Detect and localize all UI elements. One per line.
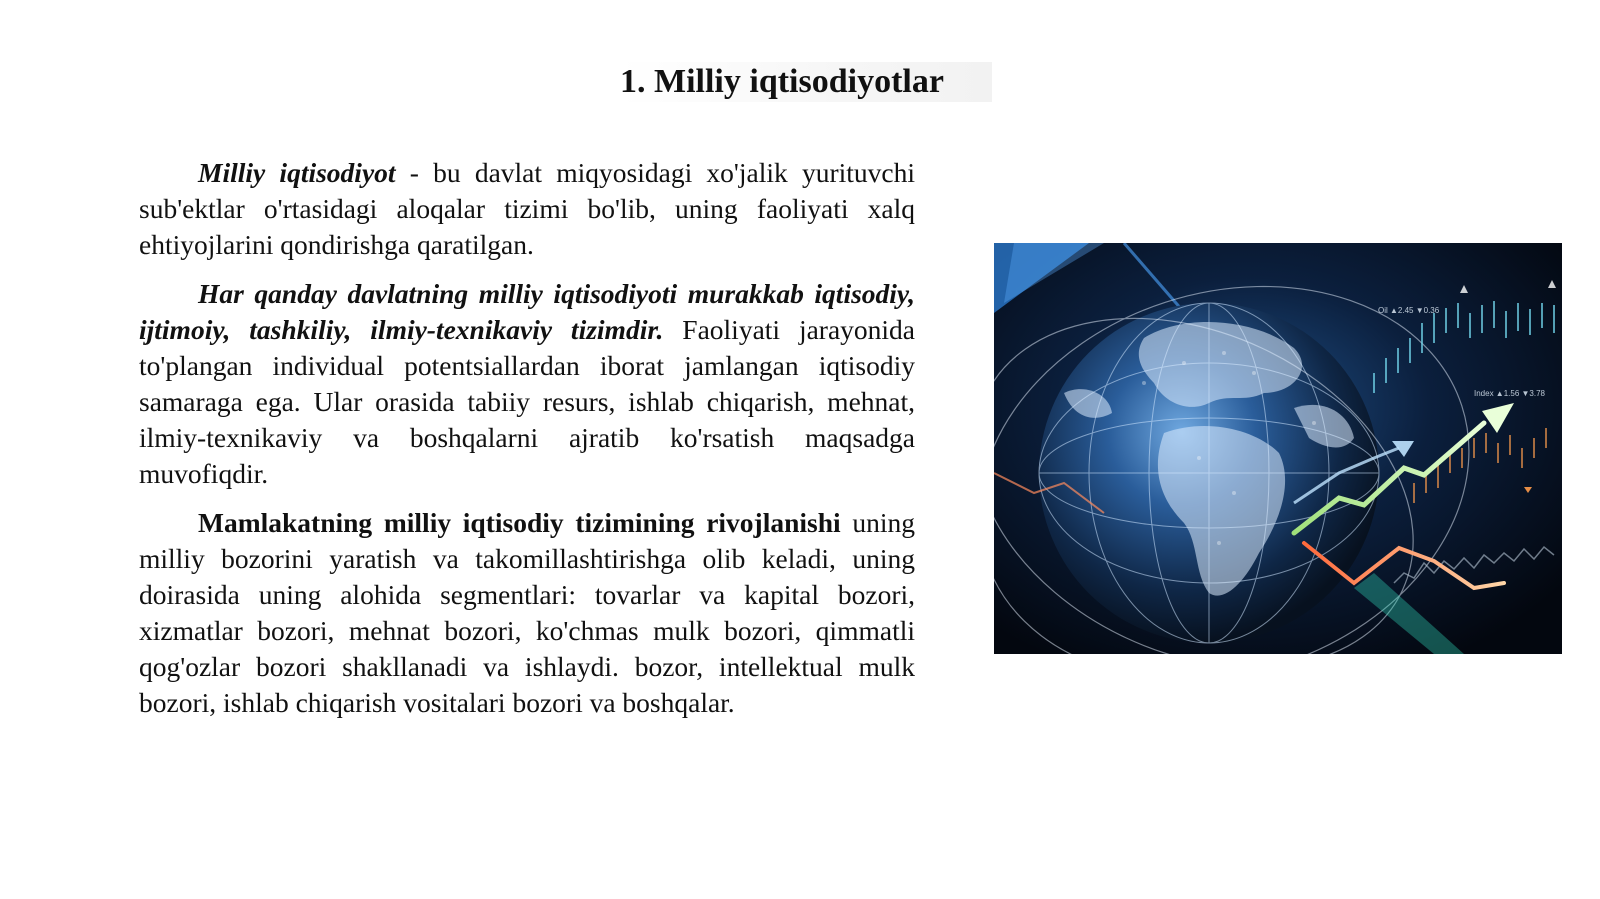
chart-readout-index: Index ▲1.56 ▼3.78: [1474, 389, 1545, 398]
slide-title: 1. Milliy iqtisodiyotlar: [620, 62, 992, 102]
paragraph-text: uning milliy bozorini yaratish va takomillashtirishga olib keladi, uning doirasida uning alohida segmentlari: tovarlar va kapital bozori, xizmatlar bozori, mehnat bozori, ko'chmas mulk bozori, qimmatli qog'ozlar bozori shakllanadi va ishlaydi. bozor, intellektual mulk bozori, ishlab chiqarish vositalari bozori va boshqalar.: [139, 507, 915, 718]
chart-readout-oil: Oil ▲2.45 ▼0.36: [1378, 306, 1440, 315]
paragraph-lead: Mamlakatning milliy iqtisodiy tizimining rivojlanishi: [198, 507, 841, 538]
paragraph-development: [139, 505, 915, 721]
paragraph-text: Faoliyati jarayonida to'plangan individual potentsiallardan iborat jamlangan iqtisodiy samaraga ega. Ular orasida tabiiy resurs, ishlab chiqarish, mehnat, ilmiy-texnikaviy va boshqalarni ajratib ko'rsatish maqsadga muvofiqdir.: [139, 314, 915, 489]
paragraph-text: - bu davlat miqyosidagi xo'jalik yurituvchi sub'ektlar o'rtasidagi aloqalar tizimi bo'lib, uning faoliyati xalq ehtiyojlarini qondirishga qaratilgan.: [139, 157, 915, 260]
paragraph-system: [139, 276, 915, 492]
globe-finance-image: [994, 243, 1562, 654]
slide-body: [139, 155, 915, 734]
paragraph-lead: Har qanday davlatning milliy iqtisodiyoti murakkab iqtisodiy, ijtimoiy, tashkiliy, ilmiy-texnikaviy tizimdir.: [139, 278, 915, 345]
paragraph-lead: Milliy iqtisodiyot: [198, 157, 396, 188]
paragraph-definition: [139, 155, 915, 263]
